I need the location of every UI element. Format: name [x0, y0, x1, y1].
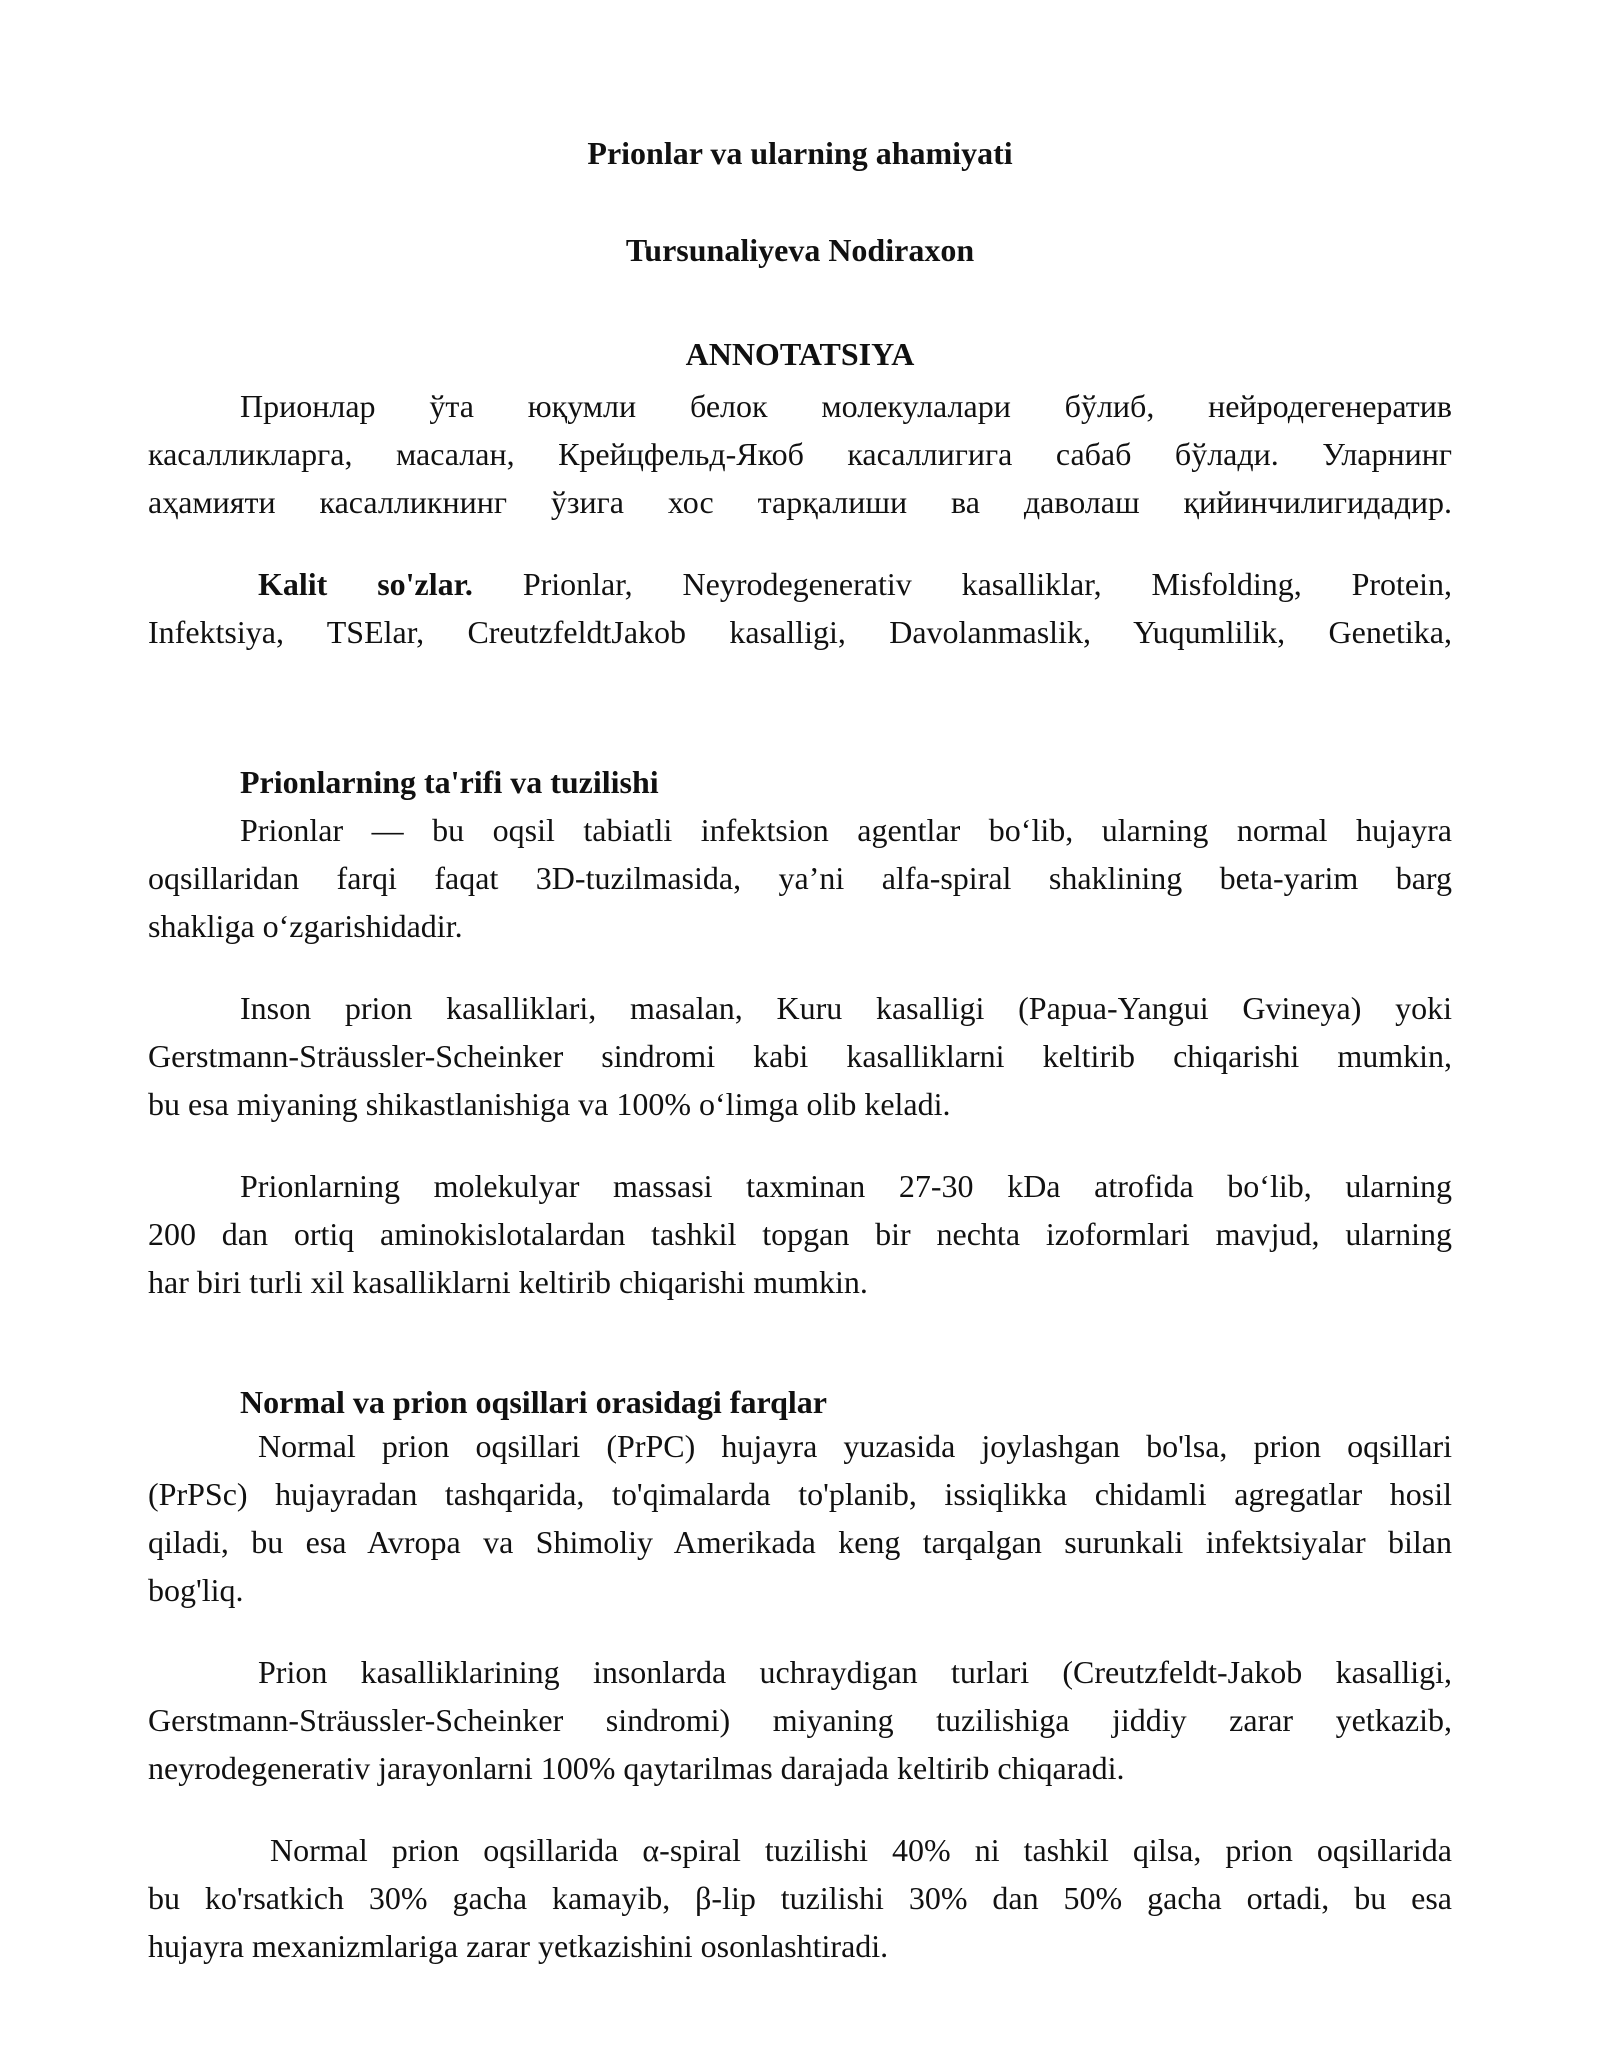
- paragraph-line: bog'liq.: [148, 1572, 244, 1608]
- paragraph-line: qiladi, bu esa Avropa va Shimoliy Amerikada keng tarqalgan surunkali infektsiyalar bilan: [148, 1524, 1452, 1560]
- keywords-label: Kalit so'zlar.: [258, 566, 473, 602]
- section-paragraph: [148, 984, 1452, 1128]
- paragraph-line: Normal prion oqsillarida α-spiral tuzilishi 40% ni tashkil qilsa, prion oqsillarida: [270, 1832, 1452, 1868]
- keywords-line: Infektsiya, TSElar, CreutzfeldtJakob kasalligi, Davolanmaslik, Yuqumlilik, Genetika,: [148, 614, 1452, 650]
- annotation-line: Прионлар ўта юқумли белок молекулалари бўлиб, нейродегенератив: [240, 388, 1452, 424]
- annotation-heading: ANNOTATSIYA: [685, 336, 915, 372]
- paragraph-line: oqsillaridan farqi faqat 3D-tuzilmasida, ya’ni alfa-spiral shaklining beta-yarim barg: [148, 860, 1452, 896]
- author-name: Tursunaliyeva Nodiraxon: [625, 232, 975, 268]
- keywords-paragraph: [148, 560, 1452, 656]
- document-title: Prionlar va ularning ahamiyati: [587, 135, 1013, 171]
- paragraph-line: Prionlar — bu oqsil tabiatli infektsion agentlar bo‘lib, ularning normal hujayra: [240, 812, 1452, 848]
- paragraph-line: neyrodegenerativ jarayonlarni 100% qaytarilmas darajada keltirib chiqaradi.: [148, 1750, 1125, 1786]
- paragraph-line: shakliga o‘zgarishidadir.: [148, 908, 463, 944]
- paragraph-line: har biri turli xil kasalliklarni keltirib chiqarishi mumkin.: [148, 1264, 868, 1300]
- section-paragraph: [148, 806, 1452, 950]
- paragraph-line: Gerstmann-Sträussler-Scheinker sindromi) miyaning tuzilishiga jiddiy zarar yetkazib,: [148, 1702, 1452, 1738]
- paragraph-line: Gerstmann-Sträussler-Scheinker sindromi kabi kasalliklarni keltirib chiqarishi mumkin,: [148, 1038, 1452, 1074]
- annotation-line: аҳамияти касалликнинг ўзига хос тарқалиши ва даволаш қийинчилигидадир.: [148, 484, 1452, 520]
- paragraph-line: Inson prion kasalliklari, masalan, Kuru kasalligi (Papua-Yangui Gvineya) yoki: [240, 990, 1452, 1026]
- section-paragraph: [148, 1162, 1452, 1306]
- paragraph-line: 200 dan ortiq aminokislotalardan tashkil topgan bir nechta izoformlari mavjud, ularning: [148, 1216, 1452, 1252]
- paragraph-line: Prion kasalliklarining insonlarda uchraydigan turlari (Creutzfeldt-Jakob kasalligi,: [258, 1654, 1452, 1690]
- annotation-paragraph: [148, 382, 1452, 526]
- paragraph-line: Normal prion oqsillari (PrPC) hujayra yuzasida joylashgan bo'lsa, prion oqsillari: [258, 1428, 1452, 1464]
- section-heading: Normal va prion oqsillari orasidagi farqlar: [240, 1384, 827, 1420]
- paragraph-line: Prionlarning molekulyar massasi taxminan 27-30 kDa atrofida bo‘lib, ularning: [240, 1168, 1452, 1204]
- annotation-line: касалликларга, масалан, Крейцфельд-Якоб касаллигига сабаб бўлади. Уларнинг: [148, 436, 1452, 472]
- section-heading: Prionlarning ta'rifi va tuzilishi: [240, 764, 659, 800]
- section-paragraph: [148, 1422, 1452, 1614]
- paragraph-line: bu esa miyaning shikastlanishiga va 100% o‘limga olib keladi.: [148, 1086, 951, 1122]
- section-paragraph: [148, 1648, 1452, 1792]
- section-paragraph: [148, 1826, 1452, 1970]
- paragraph-line: (PrPSc) hujayradan tashqarida, to'qimalarda to'planib, issiqlikka chidamli agregatlar hosil: [148, 1476, 1452, 1512]
- keywords-line: [148, 560, 1452, 608]
- paragraph-line: bu ko'rsatkich 30% gacha kamayib, β-lip tuzilishi 30% dan 50% gacha ortadi, bu esa: [148, 1880, 1452, 1916]
- paragraph-line: hujayra mexanizmlariga zarar yetkazishini osonlashtiradi.: [148, 1928, 889, 1964]
- keywords-list-first: Prionlar, Neyrodegenerativ kasalliklar, Misfolding, Protein,: [522, 566, 1453, 602]
